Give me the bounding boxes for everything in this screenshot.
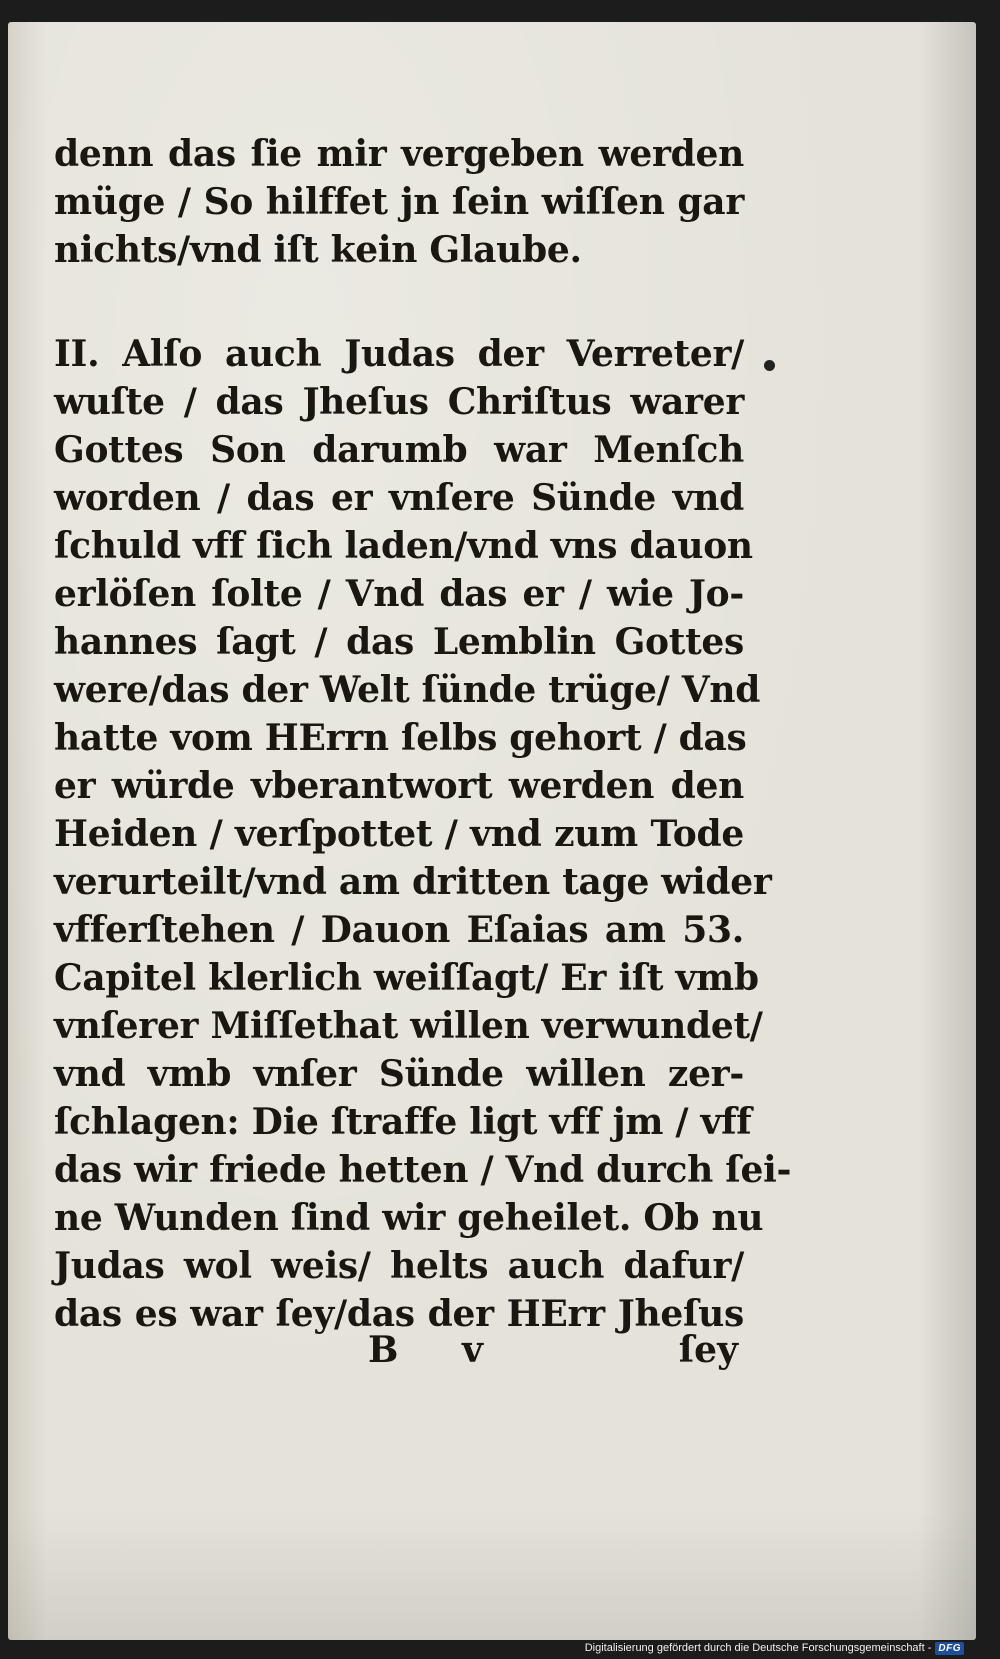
text-line: ne Wunden ſind wir geheilet. Ob nu [54,1197,764,1239]
text-line: er würde vberantwort werden den [54,765,744,807]
text-line: vnd vmb vnſer Sünde willen zer- [54,1053,744,1095]
text-line: Capitel klerlich weiſſagt/ Er iſt vmb [54,957,759,999]
text-line: worden / das er vnſere Sünde vnd [54,477,744,519]
text-line: das wir friede hetten / Vnd durch ſei- [54,1149,792,1191]
text-line: nichts/vnd iſt kein Glaube. [54,229,582,271]
text-line: Judas wol weis/ helts auch dafur/ [54,1245,744,1287]
paragraph-2 [54,330,792,1338]
ink-dot [764,360,775,371]
text-line: das es war ſey/das der HErr Jheſus [54,1293,744,1335]
text-line: vnſerer Miſſethat willen verwundet/ [54,1005,763,1047]
funding-credit: Digitalisierung gefördert durch die Deutsche Forschungsgemeinschaft - [584,1642,932,1654]
signature-number: v [462,1329,483,1371]
paragraph-1 [54,130,744,274]
signature-line [368,1326,738,1374]
paragraph-gap [54,274,744,330]
text-line: II. Alſo auch Judas der Verreter/ [54,333,744,375]
text-line: denn das ſie mir vergeben werden [54,133,744,175]
signature-mark: B [368,1329,399,1371]
text-line: hannes ſagt / das Lemblin Gottes [54,621,744,663]
text-block [54,130,792,1338]
book-page [8,22,976,1640]
text-line: vfferſtehen / Dauon Eſaias am 53. [54,909,744,951]
text-line: wuſte / das Jheſus Chriſtus warer [54,381,744,423]
digitization-footer [585,1639,964,1657]
text-line: Heiden / verſpottet / vnd zum Tode [54,813,744,855]
text-line: ſchuld vff ſich laden/vnd vns dauon [54,525,753,567]
text-line: hatte vom HErrn ſelbs gehort / das [54,717,747,759]
text-line: verurteilt/vnd am dritten tage wider [54,861,772,903]
text-line: ſchlagen: Die ſtraffe ligt vff jm / vff [54,1101,752,1143]
text-line: erlöſen ſolte / Vnd das er / wie Jo- [54,573,744,615]
dfg-logo-icon: DFG [935,1642,964,1655]
text-line: were/das der Welt ſünde trüge/ Vnd [54,669,761,711]
catchword: ſey [678,1329,738,1371]
text-line: müge / So hilffet jn ſein wiſſen gar [54,181,744,223]
text-line: Gottes Son darumb war Menſch [54,429,744,471]
